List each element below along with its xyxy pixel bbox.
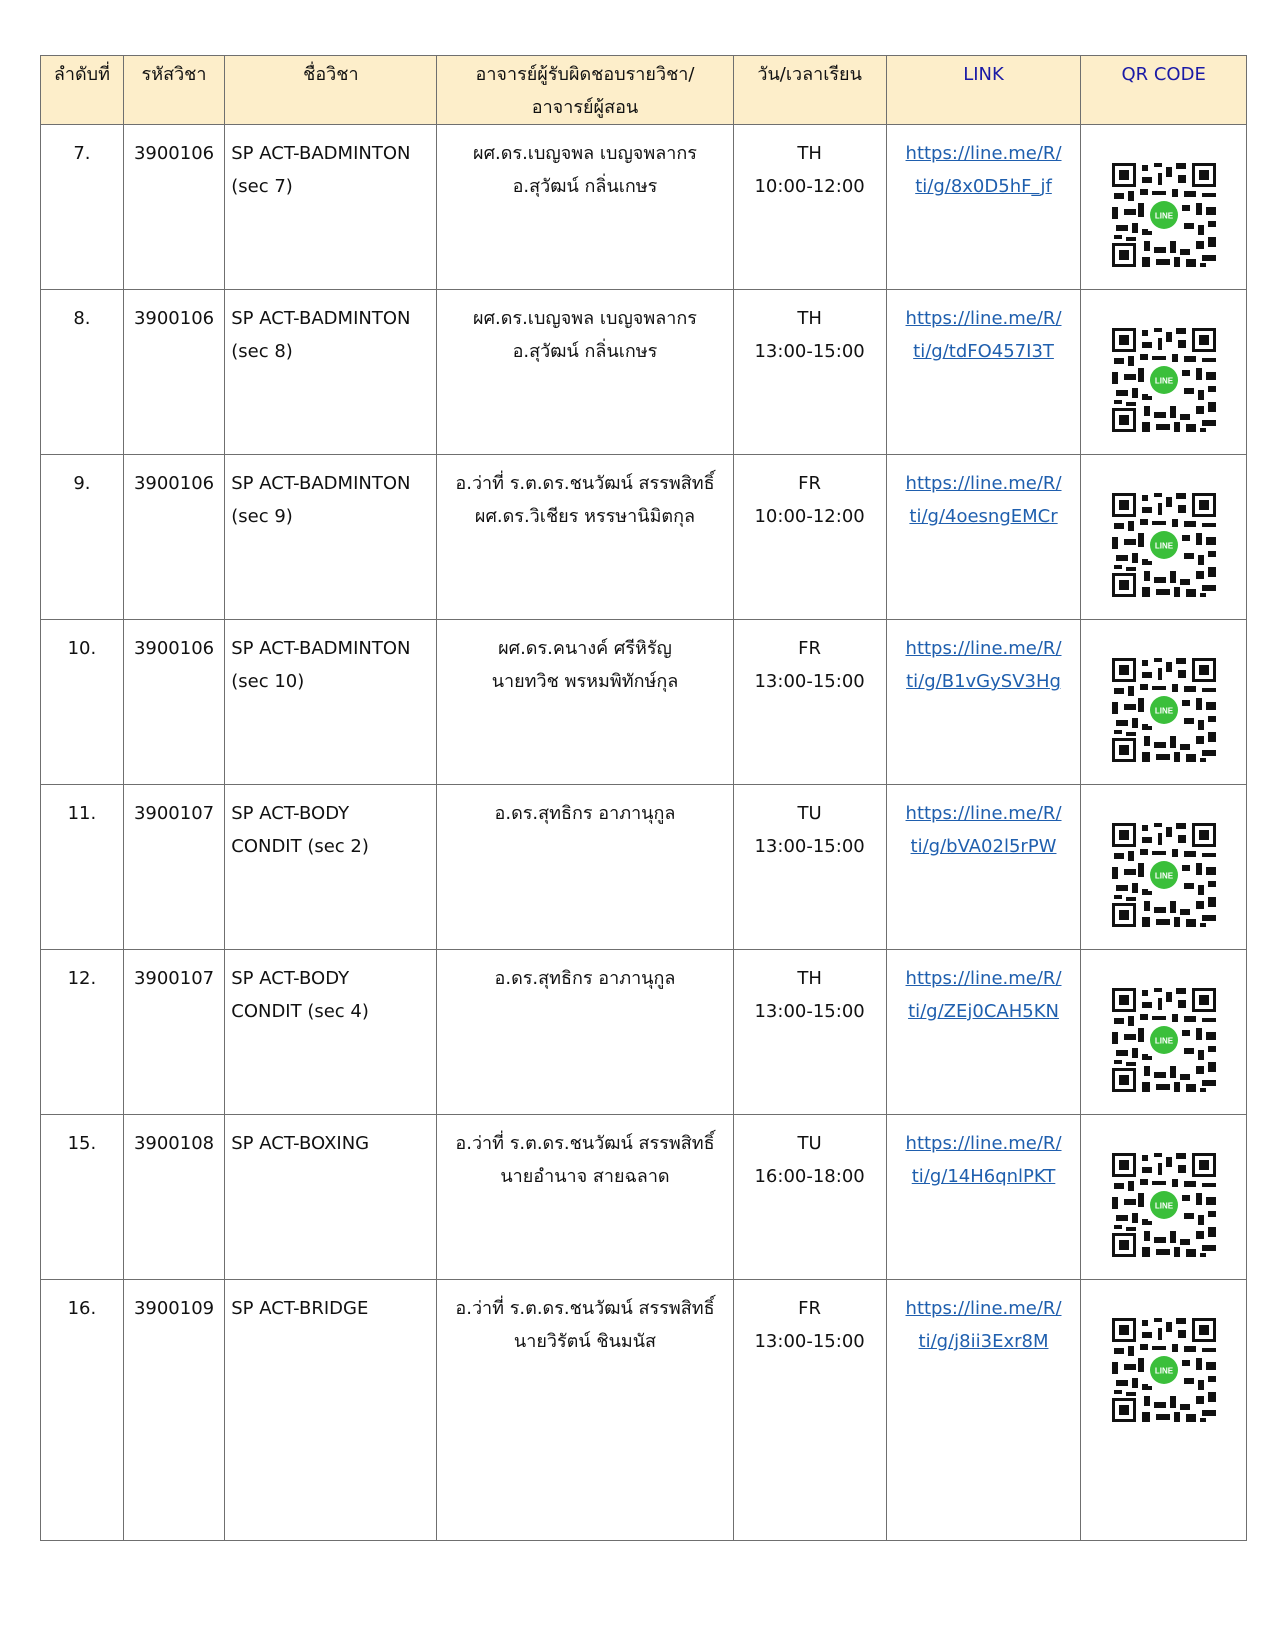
instructor-line2: นายอำนาจ สายฉลาด [500, 1166, 670, 1187]
cell-instructor [437, 1280, 733, 1541]
line-group-link[interactable] [893, 1127, 1075, 1193]
course-code: 3900109 [133, 1298, 215, 1319]
header-qr: QR CODE [1081, 56, 1247, 125]
line-qr-code-icon [1112, 823, 1216, 927]
line-group-link[interactable] [893, 1292, 1075, 1358]
cell-time [733, 125, 886, 290]
cell-time [733, 785, 886, 950]
row-number: 15. [67, 1133, 97, 1154]
line-qr-code-icon [1112, 658, 1216, 762]
cell-no [41, 950, 124, 1115]
class-day: FR [798, 473, 822, 494]
course-name-line1: SP ACT-BADMINTON [231, 638, 411, 659]
cell-instructor [437, 785, 733, 950]
course-code: 3900107 [133, 968, 215, 989]
class-time: 13:00-15:00 [754, 836, 865, 857]
cell-no [41, 1280, 124, 1541]
header-no: ลำดับที่ [41, 56, 124, 125]
row-number: 11. [67, 803, 97, 824]
class-time: 13:00-15:00 [754, 341, 865, 362]
cell-link [886, 455, 1081, 620]
table-row [41, 950, 1247, 1115]
cell-link [886, 1280, 1081, 1541]
table-row [41, 455, 1247, 620]
cell-qr [1081, 950, 1247, 1115]
cell-time [733, 455, 886, 620]
cell-qr [1081, 620, 1247, 785]
line-group-link[interactable] [893, 797, 1075, 863]
table-row [41, 125, 1247, 290]
instructor-line1: ผศ.ดร.เบญจพล เบญจพลากร [473, 143, 697, 164]
instructor-line1: อ.ดร.สุทธิกร อาภานุกูล [494, 803, 676, 824]
cell-qr [1081, 1115, 1247, 1280]
header-instructor-line2: อาจารย์ผู้สอน [531, 97, 639, 118]
course-name-line1: SP ACT-BADMINTON [231, 473, 411, 494]
cell-link [886, 620, 1081, 785]
line-qr-code-icon [1112, 1318, 1216, 1422]
cell-instructor [437, 1115, 733, 1280]
cell-link [886, 290, 1081, 455]
cell-time [733, 290, 886, 455]
link-line2: ti/g/j8ii3Exr8M [918, 1331, 1049, 1352]
row-number: 9. [73, 473, 91, 494]
course-code: 3900106 [133, 473, 215, 494]
class-day: FR [798, 1298, 822, 1319]
course-name-line1: SP ACT-BADMINTON [231, 308, 411, 329]
header-name: ชื่อวิชา [225, 56, 437, 125]
cell-name [225, 125, 437, 290]
cell-time [733, 1280, 886, 1541]
cell-code [123, 950, 224, 1115]
course-code: 3900108 [133, 1133, 215, 1154]
line-group-link[interactable] [893, 137, 1075, 203]
cell-code [123, 785, 224, 950]
course-name-line2: (sec 7) [231, 176, 293, 197]
cell-name [225, 1280, 437, 1541]
course-name-line2: (sec 9) [231, 506, 293, 527]
link-line2: ti/g/tdFO457I3T [913, 341, 1054, 362]
cell-no [41, 455, 124, 620]
cell-no [41, 1115, 124, 1280]
line-qr-code-icon [1112, 988, 1216, 1092]
row-number: 8. [73, 308, 91, 329]
line-group-link[interactable] [893, 302, 1075, 368]
cell-code [123, 1280, 224, 1541]
line-group-link[interactable] [893, 632, 1075, 698]
cell-code [123, 620, 224, 785]
cell-no [41, 620, 124, 785]
line-group-link[interactable] [893, 467, 1075, 533]
link-line1: https://line.me/R/ [905, 638, 1062, 659]
link-line1: https://line.me/R/ [905, 143, 1062, 164]
table-row [41, 1280, 1247, 1541]
cell-qr [1081, 455, 1247, 620]
cell-code [123, 455, 224, 620]
cell-qr [1081, 125, 1247, 290]
instructor-line1: อ.ดร.สุทธิกร อาภานุกูล [494, 968, 676, 989]
cell-name [225, 1115, 437, 1280]
class-time: 16:00-18:00 [754, 1166, 865, 1187]
class-day: TU [797, 1133, 822, 1154]
table-row [41, 785, 1247, 950]
class-day: FR [798, 638, 822, 659]
cell-name [225, 950, 437, 1115]
course-name-line2: (sec 10) [231, 671, 305, 692]
row-number: 12. [67, 968, 97, 989]
table-row [41, 1115, 1247, 1280]
cell-name [225, 455, 437, 620]
link-line1: https://line.me/R/ [905, 308, 1062, 329]
cell-instructor [437, 290, 733, 455]
line-qr-code-icon [1112, 1153, 1216, 1257]
link-line2: ti/g/8x0D5hF_jf [915, 176, 1052, 197]
course-name-line1: SP ACT-BOXING [231, 1133, 370, 1154]
header-link: LINK [886, 56, 1081, 125]
link-line1: https://line.me/R/ [905, 803, 1062, 824]
header-instructor-line1: อาจารย์ผู้รับผิดชอบรายวิชา/ [475, 64, 695, 85]
cell-code [123, 1115, 224, 1280]
header-instructor [437, 56, 733, 125]
instructor-line2: นายทวิช พรหมพิทักษ์กุล [491, 671, 679, 692]
header-row [41, 56, 1247, 125]
course-name-line1: SP ACT-BRIDGE [231, 1298, 369, 1319]
class-time: 10:00-12:00 [754, 506, 865, 527]
cell-time [733, 620, 886, 785]
cell-code [123, 125, 224, 290]
cell-name [225, 785, 437, 950]
link-line1: https://line.me/R/ [905, 968, 1062, 989]
class-time: 13:00-15:00 [754, 1331, 865, 1352]
cell-no [41, 125, 124, 290]
cell-link [886, 1115, 1081, 1280]
instructor-line2: ผศ.ดร.วิเชียร หรรษานิมิตกุล [474, 506, 696, 527]
cell-qr [1081, 785, 1247, 950]
cell-name [225, 290, 437, 455]
cell-no [41, 785, 124, 950]
instructor-line2: อ.สุวัฒน์ กลิ่นเกษร [512, 176, 658, 197]
course-name-line1: SP ACT-BADMINTON [231, 143, 411, 164]
course-code: 3900106 [133, 143, 215, 164]
row-number: 16. [67, 1298, 97, 1319]
class-day: TH [797, 143, 822, 164]
course-name-line1: SP ACT-BODY [231, 968, 350, 989]
course-code: 3900106 [133, 308, 215, 329]
header-code: รหัสวิชา [123, 56, 224, 125]
schedule-table [40, 55, 1247, 1541]
instructor-line1: ผศ.ดร.เบญจพล เบญจพลากร [473, 308, 697, 329]
cell-time [733, 1115, 886, 1280]
cell-link [886, 125, 1081, 290]
link-line2: ti/g/14H6qnlPKT [911, 1166, 1056, 1187]
class-time: 13:00-15:00 [754, 1001, 865, 1022]
link-line2: ti/g/B1vGySV3Hg [906, 671, 1061, 692]
cell-instructor [437, 125, 733, 290]
link-line1: https://line.me/R/ [905, 1298, 1062, 1319]
cell-code [123, 290, 224, 455]
link-line2: ti/g/bVA02l5rPW [910, 836, 1057, 857]
class-time: 10:00-12:00 [754, 176, 865, 197]
instructor-line1: อ.ว่าที่ ร.ต.ดร.ชนวัฒน์ สรรพสิทธิ์ [455, 473, 715, 494]
cell-no [41, 290, 124, 455]
class-day: TU [797, 803, 822, 824]
instructor-line1: อ.ว่าที่ ร.ต.ดร.ชนวัฒน์ สรรพสิทธิ์ [455, 1133, 715, 1154]
cell-instructor [437, 455, 733, 620]
instructor-line2: นายวิรัตน์ ชินมนัส [513, 1331, 657, 1352]
instructor-line1: อ.ว่าที่ ร.ต.ดร.ชนวัฒน์ สรรพสิทธิ์ [455, 1298, 715, 1319]
line-qr-code-icon [1112, 493, 1216, 597]
cell-link [886, 950, 1081, 1115]
header-time: วัน/เวลาเรียน [733, 56, 886, 125]
cell-qr [1081, 1280, 1247, 1541]
cell-time [733, 950, 886, 1115]
course-name-line2: (sec 8) [231, 341, 293, 362]
instructor-line1: ผศ.ดร.คนางค์ ศรีหิรัญ [498, 638, 672, 659]
link-line2: ti/g/4oesngEMCr [909, 506, 1058, 527]
course-name-line1: SP ACT-BODY [231, 803, 350, 824]
link-line1: https://line.me/R/ [905, 473, 1062, 494]
row-number: 10. [67, 638, 97, 659]
instructor-line2: อ.สุวัฒน์ กลิ่นเกษร [512, 341, 658, 362]
class-time: 13:00-15:00 [754, 671, 865, 692]
line-qr-code-icon [1112, 163, 1216, 267]
cell-instructor [437, 950, 733, 1115]
class-day: TH [797, 308, 822, 329]
course-code: 3900107 [133, 803, 215, 824]
course-name-line2: CONDIT (sec 2) [231, 836, 369, 857]
link-line2: ti/g/ZEj0CAH5KN [908, 1001, 1059, 1022]
course-code: 3900106 [133, 638, 215, 659]
row-number: 7. [73, 143, 91, 164]
line-group-link[interactable] [893, 962, 1075, 1028]
link-line1: https://line.me/R/ [905, 1133, 1062, 1154]
table-row [41, 290, 1247, 455]
cell-link [886, 785, 1081, 950]
class-day: TH [797, 968, 822, 989]
line-qr-code-icon [1112, 328, 1216, 432]
cell-name [225, 620, 437, 785]
course-name-line2: CONDIT (sec 4) [231, 1001, 369, 1022]
table-row [41, 620, 1247, 785]
cell-qr [1081, 290, 1247, 455]
cell-instructor [437, 620, 733, 785]
